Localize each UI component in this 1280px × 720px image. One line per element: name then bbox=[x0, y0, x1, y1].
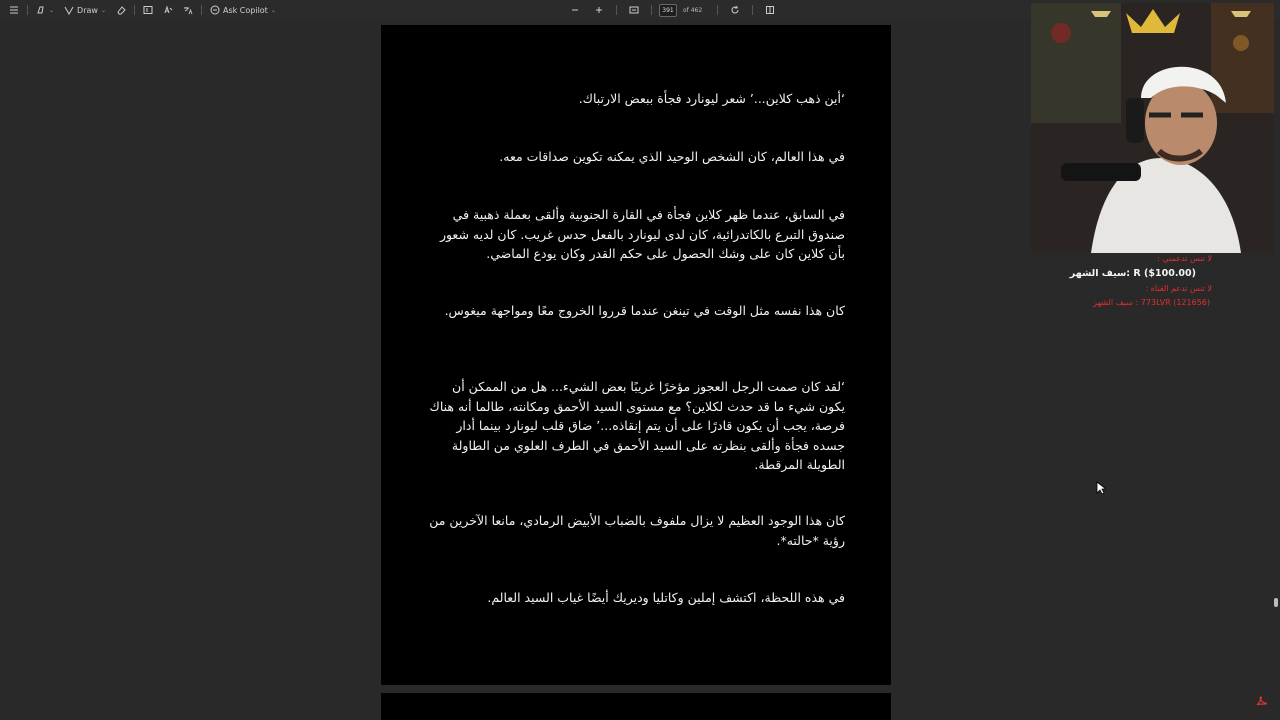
highlight-icon bbox=[36, 5, 46, 15]
paragraph-4: كان هذا نفسه مثل الوقت في تينغن عندما قرروا الخروج معًا ومواجهة ميغوس. bbox=[444, 303, 845, 318]
zoom-out-button[interactable] bbox=[565, 2, 585, 18]
separator bbox=[201, 5, 202, 15]
paragraph-2: في هذا العالم، كان الشخص الوحيد الذي يمكنه تكوين صداقات معه. bbox=[499, 149, 845, 164]
mouse-cursor-icon bbox=[1096, 480, 1106, 494]
draw-button[interactable] bbox=[59, 2, 111, 18]
scoreboard-line-1: لا تنس تدعمني : bbox=[1157, 254, 1212, 263]
paragraph-6: كان هذا الوجود العظيم لا يزال ملفوف بالضباب الأبيض الرمادي، مانعا الآخرين من رؤية *حالته*. bbox=[429, 513, 845, 548]
translate-icon bbox=[183, 5, 193, 15]
zoom-in-button[interactable] bbox=[589, 2, 609, 18]
paragraph-3: في السابق، عندما ظهر كلاين فجأة في القارة الجنوبية وألقى بعملة ذهبية في صندوق التبرع بالكاتدرائية، كان لدى ليونارد بالفعل حدس غريب. كان لديه شعور بأن كلاين كان على وشك الحصول على حكم القدر وكان يودع الماضي. bbox=[439, 207, 845, 261]
draw-label: Draw bbox=[77, 5, 98, 15]
scrollbar-thumb[interactable] bbox=[1274, 598, 1278, 607]
contents-button[interactable] bbox=[4, 2, 24, 18]
zoom-in-icon bbox=[594, 5, 604, 15]
separator bbox=[651, 5, 652, 15]
paragraph-1: ‘أين ذهب كلاين...’ شعر ليونارد فجأة ببعض الارتباك. bbox=[578, 91, 845, 106]
text-box-button[interactable] bbox=[138, 2, 158, 18]
page-view-button[interactable] bbox=[760, 2, 780, 18]
scoreboard-line-3: لا تنس تدعم القناة : bbox=[1145, 284, 1212, 293]
scoreboard-line-2: R ($100.00) :سيف الشهر bbox=[1069, 268, 1196, 279]
support-scoreboard bbox=[1062, 252, 1252, 312]
translate-button[interactable] bbox=[178, 2, 198, 18]
page-navigation bbox=[565, 0, 780, 20]
highlight-button[interactable] bbox=[31, 2, 59, 18]
pdf-icon bbox=[1255, 692, 1267, 704]
chevron-down-icon[interactable]: ⌄ bbox=[100, 6, 106, 14]
separator bbox=[717, 5, 718, 15]
toolbar-left bbox=[0, 0, 281, 20]
webcam-overlay bbox=[1031, 3, 1274, 253]
eraser-icon bbox=[116, 5, 126, 15]
ask-copilot-button[interactable] bbox=[205, 2, 281, 18]
separator bbox=[27, 5, 28, 15]
scoreboard-line-4: 773LVR (121656) : سيف الشهر bbox=[1093, 298, 1210, 307]
page-view-icon bbox=[765, 5, 775, 15]
streamer-picture bbox=[1031, 3, 1274, 253]
paragraph-7: في هذه اللحظة، اكتشف إملين وكاتليا وديريك أيضًا غياب السيد العالم. bbox=[487, 590, 845, 605]
read-aloud-icon bbox=[163, 5, 173, 15]
next-document-page bbox=[381, 693, 891, 720]
separator bbox=[616, 5, 617, 15]
page-total: of 462 bbox=[683, 6, 703, 14]
fit-page-button[interactable] bbox=[624, 2, 644, 18]
list-icon bbox=[9, 5, 19, 15]
paragraph-5: ‘لقد كان صمت الرجل العجوز مؤخرًا غريبًا بعض الشيء... هل من الممكن أن يكون شيء ما قد حدث لكلاين؟ مع مستوى السيد الأحمق ومكانته، طالما أنه هناك فرصة، يجب أن يكون قادرًا على أن يتم إنقاذه...’ ضاق قلب ليونارد بينما أدار جسده فجأة وألقى بنظرته على السيد الأحمق في الطرف العلوي من الطاولة الطويلة المرقطة. bbox=[429, 379, 845, 472]
document-page bbox=[381, 25, 891, 685]
fit-page-icon bbox=[629, 5, 639, 15]
rotate-icon bbox=[730, 5, 740, 15]
chevron-down-icon[interactable]: ⌄ bbox=[49, 6, 55, 14]
copilot-icon bbox=[210, 5, 220, 15]
page-number-input[interactable]: 391 bbox=[659, 4, 677, 17]
zoom-out-icon bbox=[570, 5, 580, 15]
separator bbox=[134, 5, 135, 15]
draw-icon bbox=[64, 5, 74, 15]
text-box-icon bbox=[143, 5, 153, 15]
ask-copilot-label: Ask Copilot bbox=[222, 5, 268, 15]
rotate-button[interactable] bbox=[725, 2, 745, 18]
separator bbox=[752, 5, 753, 15]
chevron-down-icon[interactable]: ⌄ bbox=[270, 6, 276, 14]
read-aloud-button[interactable] bbox=[158, 2, 178, 18]
eraser-button[interactable] bbox=[111, 2, 131, 18]
